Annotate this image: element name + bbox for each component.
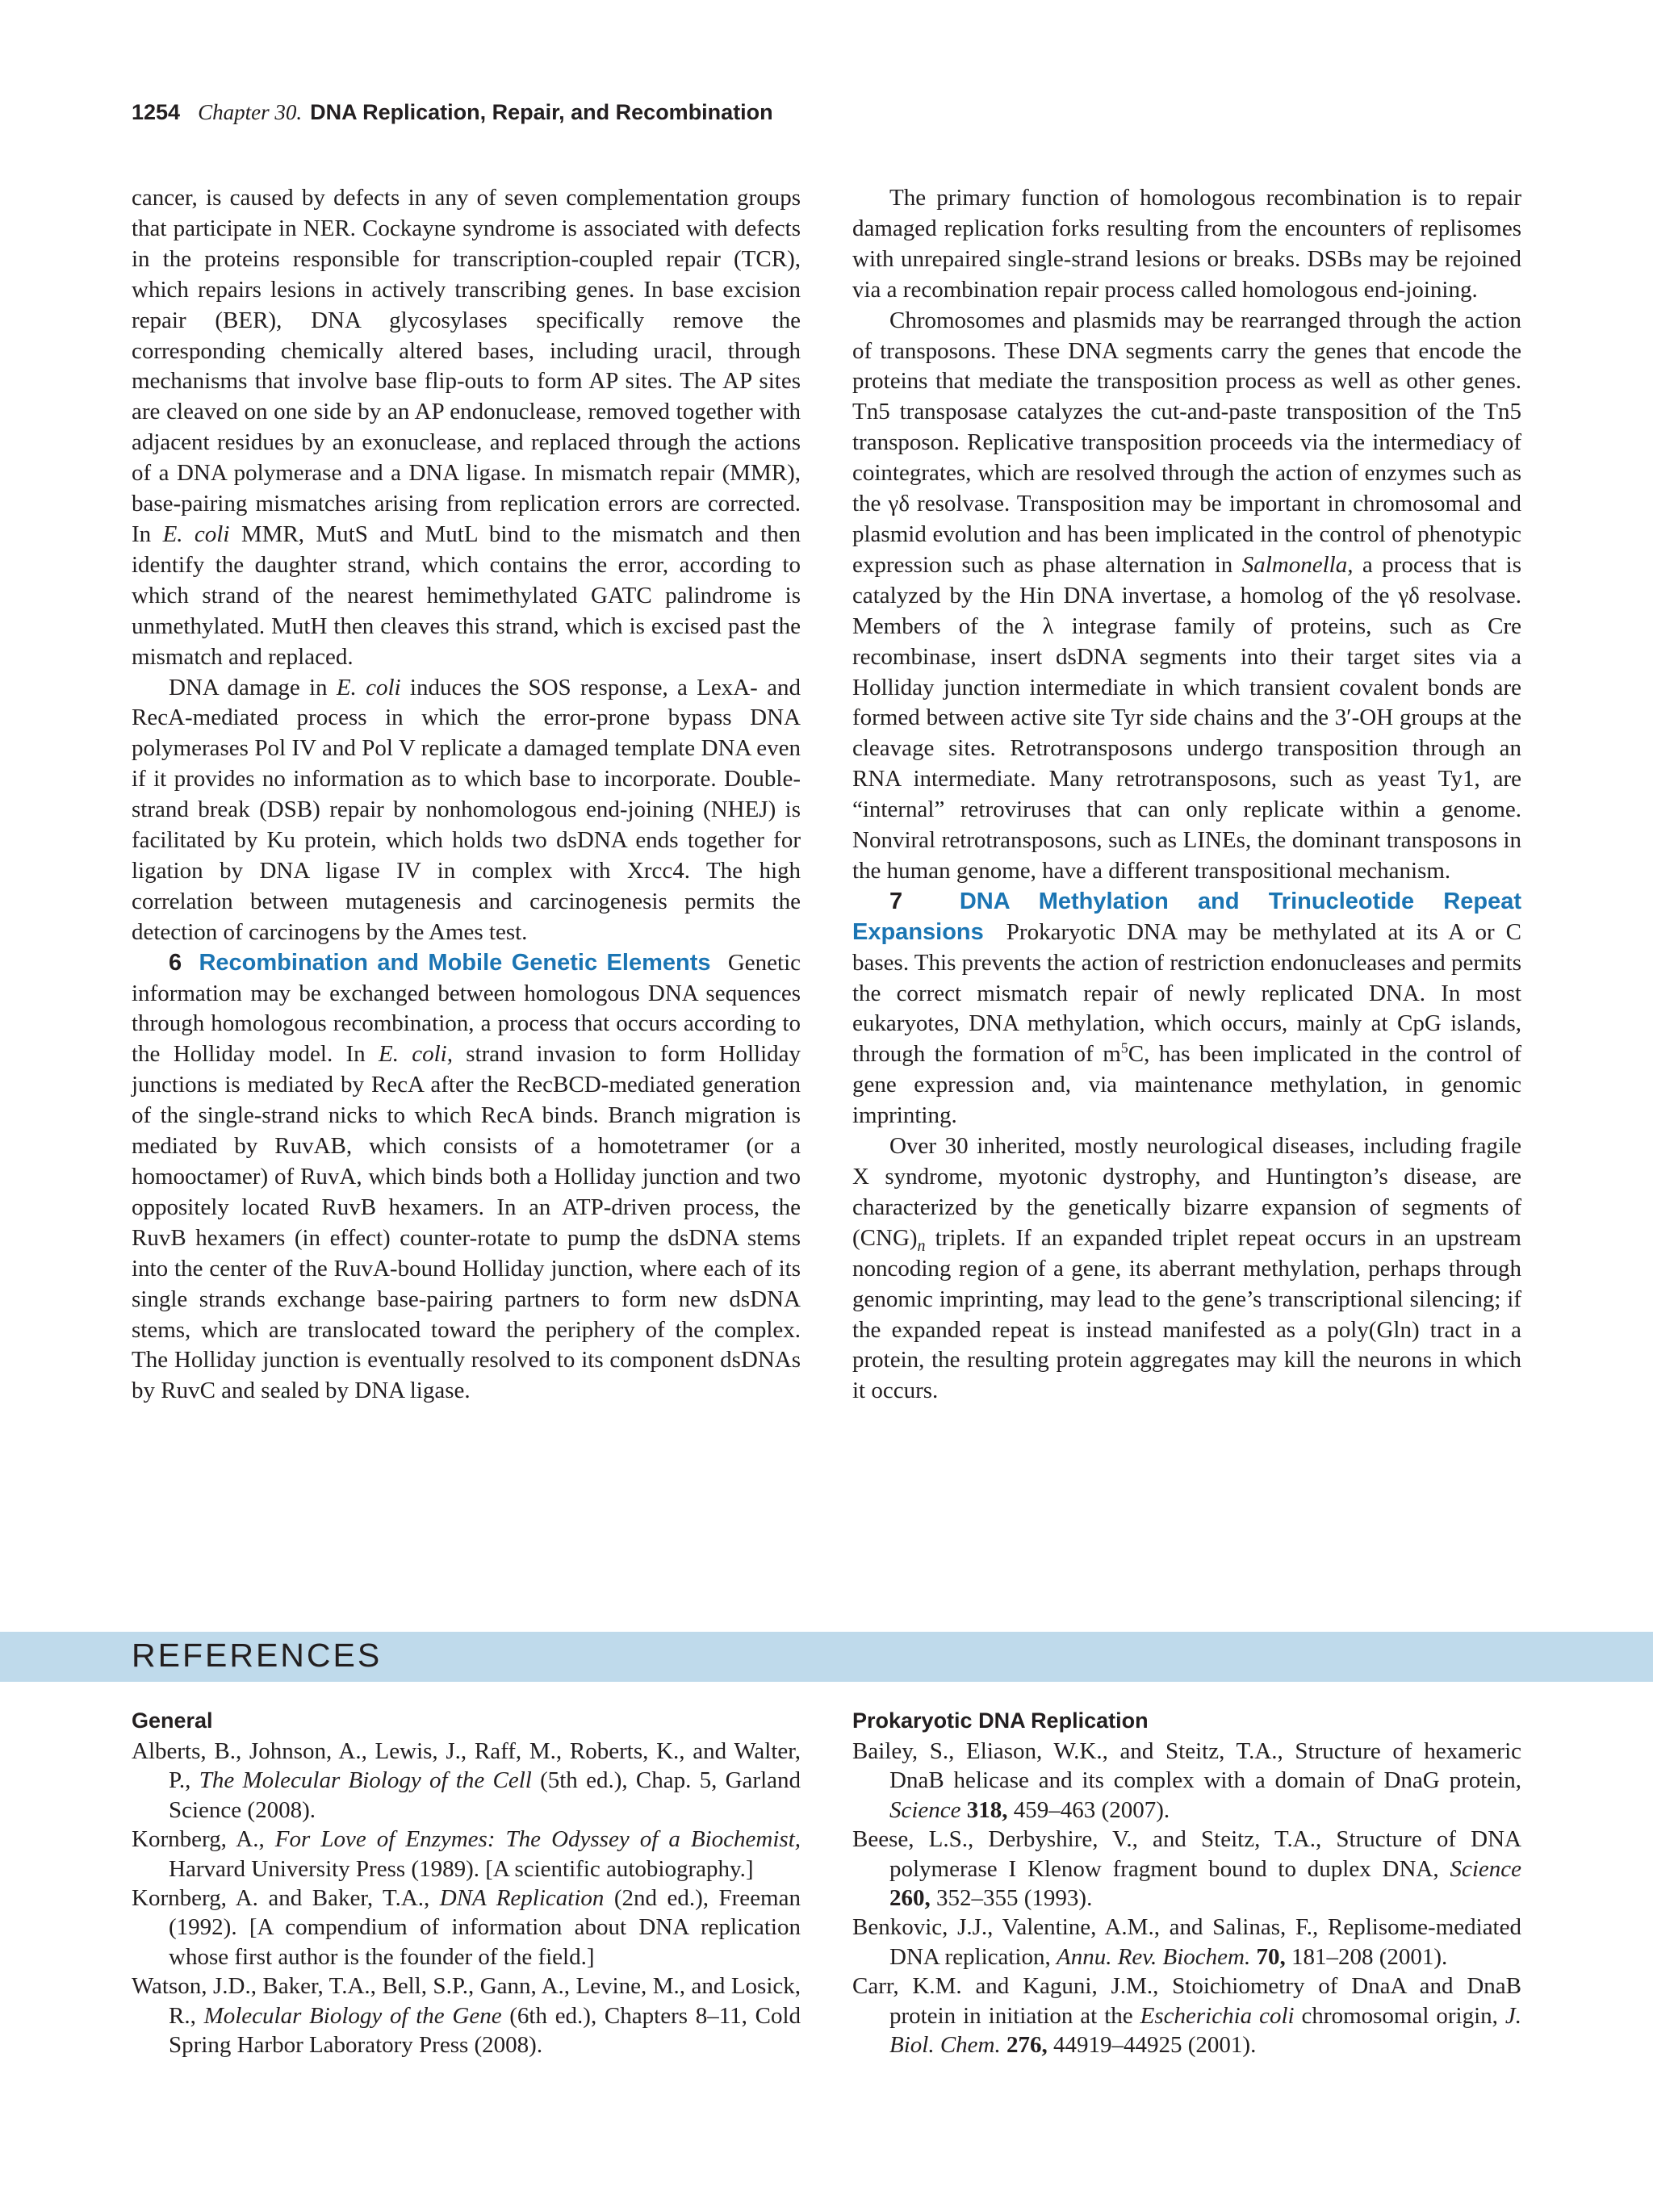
reference-entry: Alberts, B., Johnson, A., Lewis, J., Raff, M., Roberts, K., and Walter, P., The Molecular Biology of the Cell (5th ed.), Chap. 5, Garland Science (2008). [132,1738,801,1823]
references-general [132,1706,801,2059]
reference-entry: Watson, J.D., Baker, T.A., Bell, S.P., Gann, A., Levine, M., and Losick, R., Molecular Biology of the Gene (6th ed.), Chapters 8–11, Cold Spring Harbor Laboratory Press (2008). [132,1973,801,2059]
chapter-label: Chapter 30. [198,100,303,124]
paragraph: The primary function of homologous recombination is to repair damaged replication forks resulting from the encounters of replisomes with unrepaired single-strand lesions or breaks. DSBs may be rejoined via a recombination repair process called homologous end-joining. [852,185,1521,303]
paragraph: Over 30 inherited, mostly neurological diseases, including fragile X syndrome, myotonic dystrophy, and Huntington’s disease, are characterized by the genetically bizarre expansion of segments of $(CNG)_n$ triplets. If an expanded triplet repeat occurs in an upstream noncoding region of a gene, its aberrant methylation, perhaps through genomic imprinting, may lead to the gene’s transcriptional silencing; if the expanded repeat is instead manifested as a poly(Gln) tract in a protein, the resulting protein aggregates may kill the neurons in which it occurs. [852,1133,1521,1404]
paragraph: cancer, is caused by defects in any of seven complementation groups that participate in NER. Cockayne syndrome is associated with defects in the proteins responsible for transcription-coupled repair (TCR), which repairs lesions in actively transcribing genes. In base excision repair (BER), DNA glycosylases specifically remove the corresponding chemically altered bases, including uracil, through mechanisms that involve base flip-outs to form AP sites. The AP sites are cleaved on one side by an AP endonuclease, removed together with adjacent residues by an exonuclease, and replaced through the actions of a DNA polymerase and a DNA ligase. In mismatch repair (MMR), base-pairing mismatches arising from replication errors are corrected. In E. coli MMR, MutS and MutL bind to the mismatch and then identify the daughter strand, which contains the error, according to which strand of the nearest hemimethylated GATC palindrome is unmethylated. MutH then cleaves this strand, which is excised past the mismatch and replaced. [132,185,801,670]
reference-entry: Kornberg, A. and Baker, T.A., DNA Replication (2nd ed.), Freeman (1992). [A compendium of information about DNA replication whose first author is the founder of the field.] [132,1885,801,1970]
reference-subheading: General [132,1708,213,1733]
reference-entry: Benkovic, J.J., Valentine, A.M., and Salinas, F., Replisome-mediated DNA replication, Annu. Rev. Biochem. 70, 181–208 (2001). [852,1914,1521,1970]
right-column [852,183,1521,1407]
references-heading: REFERENCES [132,1637,383,1674]
page-number: 1254 [132,100,181,124]
chapter-title: DNA Replication, Repair, and Recombination [310,100,773,124]
section-heading: Recombination and Mobile Genetic Elements [199,949,711,976]
left-column [132,183,801,1407]
paragraph: DNA damage in E. coli induces the SOS response, a LexA- and RecA-mediated process in which the error-prone bypass DNA polymerases Pol IV and Pol V replicate a damaged template DNA even if it provides no information as to which base to incorporate. Double-strand break (DSB) repair by nonhomologous end-joining (NHEJ) is facilitated by Ku protein, which holds two dsDNA ends together for ligation by DNA ligase IV in complex with Xrcc4. The high correlation between mutagenesis and carcinogenesis permits the detection of carcinogens by the Ames test. [132,674,801,945]
reference-subheading: Prokaryotic DNA Replication [852,1708,1149,1733]
paragraph: Chromosomes and plasmids may be rearranged through the action of transposons. These DNA segments carry the genes that encode the proteins that mediate the transposition process as well as other genes. Tn5 transposase catalyzes the cut-and-paste transposition of the Tn5 transposon. Replicative transposition proceeds via the intermediacy of cointegrates, which are resolved through the action of enzymes such as the γδ resolvase. Transposition may be important in chromosomal and plasmid evolution and has been implicated in the control of phenotypic expression such as phase alternation in Salmonella, a process that is catalyzed by the Hin DNA invertase, a homolog of the γδ resolvase. Members of the λ integrase family of proteins, such as Cre recombinase, insert dsDNA segments into their target sites via a Holliday junction intermediate in which transient covalent bonds are formed between active site Tyr side chains and the 3′-OH groups at the cleavage sites. Retrotransposons undergo transposition through an RNA intermediate. Many retrotransposons, such as yeast Ty1, are “internal” retroviruses that can only replicate within a genome. Nonviral retrotransposons, such as LINEs, the dominant transposons in the human genome, have a different transpositional mechanism. [852,307,1521,884]
section-number: 6 [169,949,182,976]
references-banner [0,1632,1653,1682]
section-7-summary: 7 DNA Methylation and Trinucleotide Repeat Expansions Prokaryotic DNA may be methylated at its A or C bases. This prevents the action of restriction endonucleases and permits the correct mismatch repair of newly replicated DNA. In most eukaryotes, DNA methylation, which occurs, mainly at CpG islands, through the formation of $m^5C$, has been implicated in the control of gene expression and, via maintenance methylation, in genomic imprinting. [852,888,1522,1129]
references-prokaryotic [852,1706,1521,2059]
section-number: 7 [889,888,903,914]
reference-entry: Carr, K.M. and Kaguni, J.M., Stoichiometry of DnaA and DnaB protein in initiation at the Escherichia coli chromosomal origin, J. Biol. Chem. 276, 44919–44925 (2001). [852,1973,1521,2059]
section-heading: DNA Methylation and Trinucleotide Repeat Expansions [852,888,1522,945]
reference-entry: Kornberg, A., For Love of Enzymes: The Odyssey of a Biochemist, Harvard University Press (1989). [A scientific autobiography.] [132,1826,801,1882]
running-head [132,100,773,125]
section-6-summary: 6 Recombination and Mobile Genetic Elements Genetic information may be exchanged between homologous DNA sequences through homologous recombination, a process that occurs according to the Holliday model. In E. coli, strand invasion to form Holliday junctions is mediated by RecA after the RecBCD-mediated generation of the single-strand nicks to which RecA binds. Branch migration is mediated by RuvAB, which consists of a homotetramer (or a homooctamer) of RuvA, which binds both a Holliday junction and two oppositely located RuvB hexamers. In an ATP-driven process, the RuvB hexamers (in effect) counter-rotate to pump the dsDNA stems into the center of the RuvA-bound Holliday junction, where each of its single strands exchange base-pairing partners to form new dsDNA stems, which are translocated toward the periphery of the complex. The Holliday junction is eventually resolved to its component dsDNAs by RuvC and sealed by DNA ligase. [132,949,801,1404]
reference-entry: Beese, L.S., Derbyshire, V., and Steitz, T.A., Structure of DNA polymerase I Klenow fragment bound to duplex DNA, Science 260, 352–355 (1993). [852,1826,1521,1912]
reference-entry: Bailey, S., Eliason, W.K., and Steitz, T.A., Structure of hexameric DnaB helicase and its complex with a domain of DnaG protein, Science 318, 459–463 (2007). [852,1738,1521,1823]
